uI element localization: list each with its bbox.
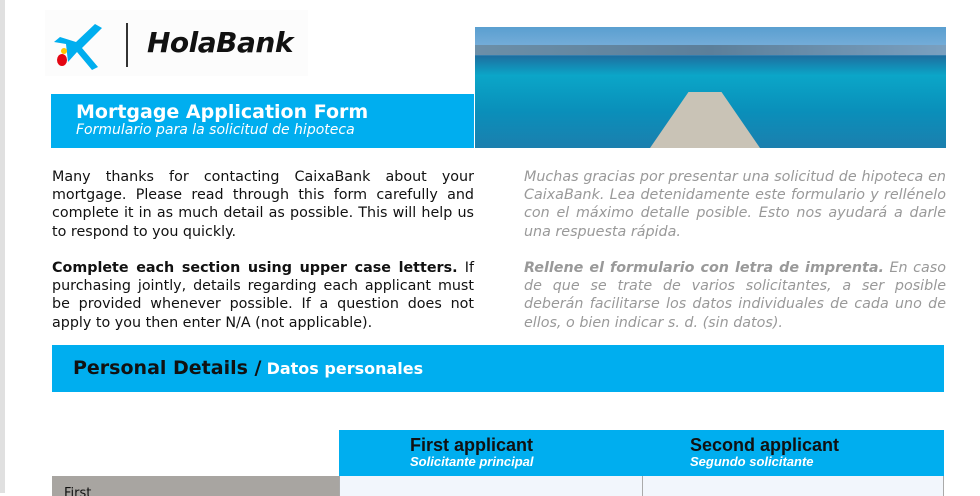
photo-horizon [475, 45, 946, 55]
table-header [339, 430, 944, 476]
intro-es-p2-text: En caso de que se trate de varios solicitantes, a ser posible deberán facilitarse los datos individuales de cada uno de ellos, o bien indicar s. d. (sin datos). [524, 260, 946, 331]
section-header-personal-details [52, 345, 944, 392]
intro-en-p2-text: If purchasing jointly, details regarding each applicant must be provided whenever possible. If a question does not apply to you then enter N/A (not applicable). [52, 260, 475, 331]
logo-divider [126, 23, 128, 67]
column-title: First applicant [410, 435, 534, 455]
page-edge [0, 0, 5, 493]
intro-es-p2-bold: Rellene el formulario con letra de imprenta. [524, 260, 884, 276]
brand-name: HolaBank [147, 26, 293, 59]
intro-es-p2 [524, 259, 946, 332]
star-logo-icon [50, 22, 110, 72]
first-applicant-first-name-input[interactable] [339, 476, 642, 496]
column-subtitle: Solicitante principal [410, 454, 534, 469]
section-subtitle: Datos personales [266, 359, 424, 378]
intro-en-p1: Many thanks for contacting CaixaBank about your mortgage. Please read through this form carefully and complete it in as much detail as possible. This will help us to respond to you quickly. [52, 169, 474, 240]
section-title: Personal Details / [73, 357, 262, 379]
intro-en-p2 [52, 259, 474, 332]
intro-en-p2-bold: Complete each section using upper case letters. [52, 260, 458, 276]
logo [45, 10, 308, 76]
form-subtitle: Formulario para la solicitud de hipoteca [76, 122, 355, 138]
column-first-applicant [410, 436, 534, 469]
form-title: Mortgage Application Form [76, 101, 369, 123]
form-title-banner [51, 94, 474, 148]
column-title: Second applicant [690, 435, 840, 455]
column-second-applicant [690, 436, 839, 469]
second-applicant-first-name-input[interactable] [642, 476, 944, 496]
photo-pier [650, 92, 760, 148]
header-photo [475, 27, 946, 148]
intro-es-p1: Muchas gracias por presentar una solicitud de hipoteca en CaixaBank. Lea detenidamente este formulario y rellénelo con el máximo detalle posible. Esto nos ayudará a darle una respuesta rápida. [524, 169, 946, 240]
row-label-first-name: First [52, 476, 339, 496]
column-subtitle: Segundo solicitante [690, 454, 814, 469]
